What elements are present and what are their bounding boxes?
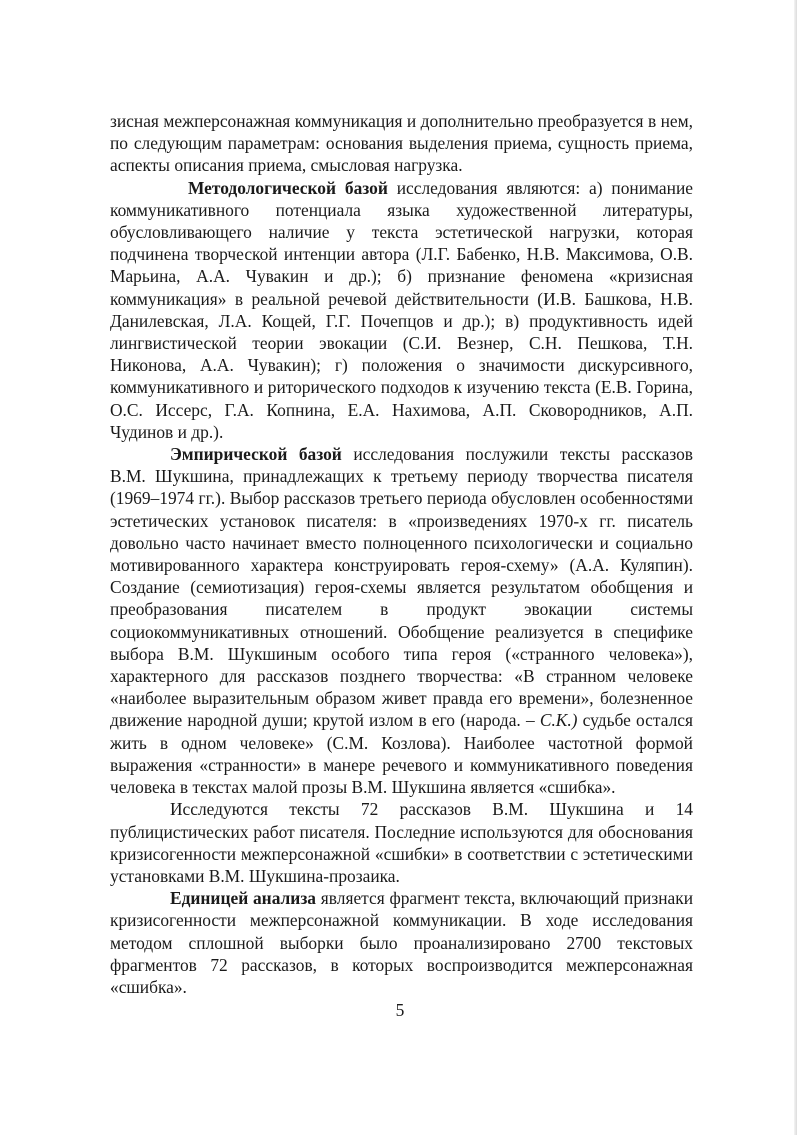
unit-of-analysis-text: является фрагмент текста, включающий признаки кризисогенности межперсонажной коммуникации. В ходе исследования методом сплошной выборки было проанализировано 2700 текстовых фрагментов 72 рассказов, в которых воспроизводится межперсонажная «сшибка». (110, 888, 693, 997)
page-number: 5 (395, 1000, 405, 1020)
paragraph-intro-text: зисная межперсонажная коммуникация и дополнительно преобразуется в нем, по следующим параметрам: основания выделения приема, сущность приема, аспекты описания приема, смысловая нагрузка. (110, 111, 693, 176)
empirical-text-a: исследования послужили тексты рассказов В.М. Шукшина, принадлежащих к третьему периоду творчества писателя (1969–1974 гг.). Выбор рассказов третьего периода обусловлен особенностями эстетических установок писателя: в «произведениях 1970-х гг. писатель довольно часто начинает вместо полноценного психологически и социально мотивированного характера конструировать героя-схему» (А.А. Куляпин). Создание (семиотизация) героя-схемы является результатом обобщения и преобразования писателем в продукт эвокации системы социокоммуникативных отношений. Обобщение реализуется в специфике выбора В.М. Шукшиным особого типа героя («странного человека»), характерного для рассказов позднего творчества: «В странном человеке «наиболее выразительным образом живет правда его времени», болезненное движение народной души; крутой излом в его (народа. – (110, 444, 693, 731)
empirical-italic-initials: С.К.) (539, 710, 578, 731)
texts-studied-text: Исследуются тексты 72 рассказов В.М. Шукшина и 14 публицистических работ писателя. Последние используются для обоснования кризисогенности межперсонажной «сшибки» в соответствии с эстетическими установками В.М. Шукшина-прозаика. (110, 799, 693, 886)
paragraph-empirical (110, 443, 693, 798)
page-edge-shadow (794, 0, 797, 1135)
document-body (110, 110, 693, 998)
unit-of-analysis-heading: Единицей анализа (170, 888, 317, 909)
empirical-text-b: судьбе остался жить в одном человеке» (С.М. Козлова). Наиболее частотной формой выражения «странности» в манере речевого и коммуникативного поведения человека в текстах малой прозы В.М. Шукшина является «сшибка». (110, 710, 693, 798)
paragraph-methodology (110, 177, 693, 443)
empirical-heading: Эмпирической базой (170, 444, 342, 465)
paragraph-intro (110, 110, 693, 177)
paragraph-texts-studied (110, 798, 693, 887)
methodology-text: исследования являются: а) понимание коммуникативного потенциала языка художественной литературы, обусловливающего наличие у текста эстетической нагрузки, которая подчинена творческой интенции автора (Л.Г. Бабенко, Н.В. Максимова, О.В. Марьина, А.А. Чувакин и др.); б) признание феномена «кризисная коммуникация» в реальной речевой действительности (И.В. Башкова, Н.В. Данилевская, Л.А. Кощей, Г.Г. Почепцов и др.); в) продуктивность идей лингвистической теории эвокации (С.И. Везнер, С.Н. Пешкова, Т.Н. Никонова, А.А. Чувакин); г) положения о значимости дискурсивного, коммуникативного и риторического подходов к изучению текста (Е.В. Горина, О.С. Иссерс, Г.А. Копнина, Е.А. Нахимова, А.П. Сковородников, А.П. Чудинов и др.). (110, 177, 693, 442)
paragraph-unit-of-analysis (110, 887, 693, 998)
methodology-heading: Методологической базой (188, 177, 388, 198)
